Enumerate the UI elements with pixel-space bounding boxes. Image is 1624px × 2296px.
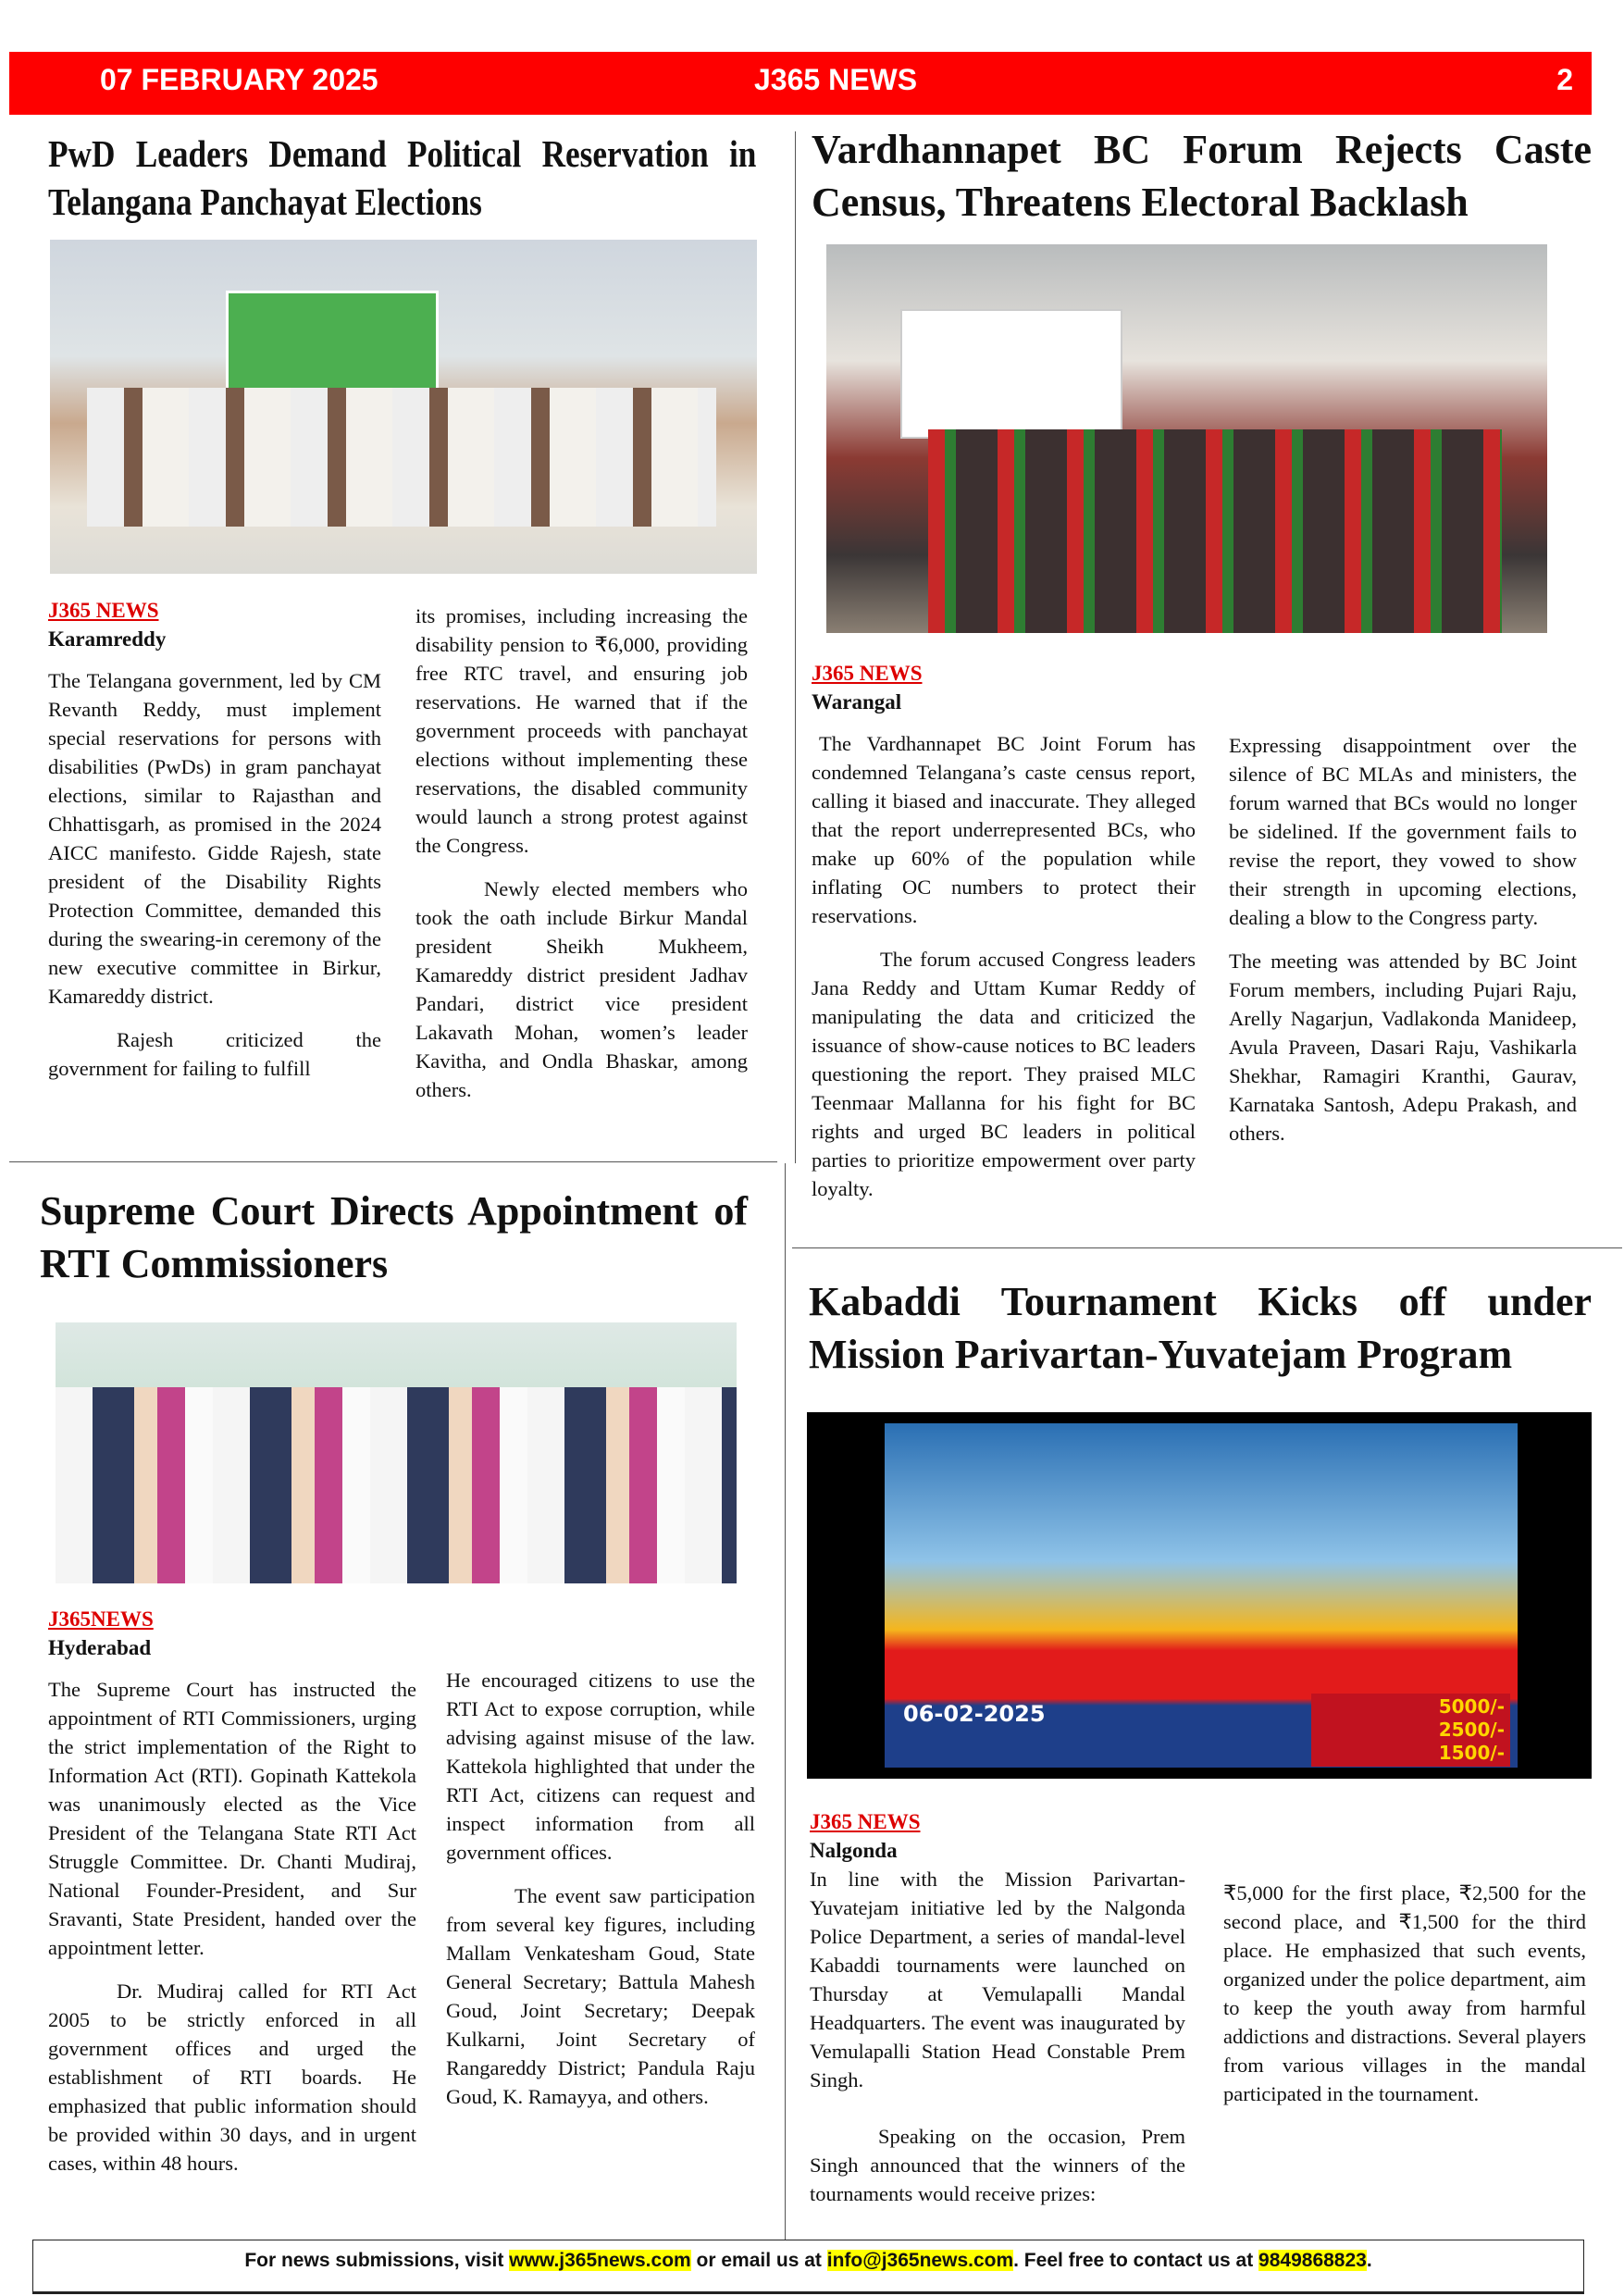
photo-rti-committee	[56, 1322, 737, 1583]
paragraph: The Supreme Court has instructed the appointment of RTI Commissioners, urging the strict implementation of the Right to Information Act (RTI). Gopinath Kattekola was unanimously elected as the Vice President of the Telangana State RTI Act Struggle Committee. Dr. Chanti Mudiraj, National Founder-President, and Sur Sravanti, State President, handed over the appointment letter.	[48, 1678, 416, 1959]
paragraph: Speaking on the occasion, Prem Singh announced that the winners of the tournaments would receive prizes:	[810, 2125, 1185, 2205]
footer-text: .	[1366, 2250, 1372, 2271]
poster-prize-1: 5000/-	[1438, 1695, 1505, 1718]
footer-text: . Feel free to contact us at	[1013, 2250, 1259, 2271]
footer-contact	[32, 2240, 1584, 2294]
paragraph: Newly elected members who took the oath include Birkur Mandal president Sheikh Mukheem, Kamareddy district president Jadhav Pandari, district vice president Lakavath Mohan, women’s leader Kavitha, and Ondla Bhaskar, among others.	[415, 877, 748, 1101]
headline-bc-forum: Vardhannapet BC Forum Rejects Caste Census, Threatens Electoral Backlash	[812, 127, 1592, 225]
article-rti-col1	[48, 1605, 416, 2192]
dateline: Warangal	[812, 690, 902, 714]
paragraph: The event saw participation from several key figures, including Mallam Venkatesham Goud, State General Secretary; Battula Mahesh Goud, Joint Secretary; Deepak Kulkarni, Joint Secretary of Rangareddy District; Pandula Raju Goud, K. Ramayya, and others.	[446, 1884, 755, 2108]
source-tag: J365 NEWS	[810, 1810, 921, 1833]
article-rti-col2	[446, 1666, 755, 2126]
issue-date: 07 FEBRUARY 2025	[100, 63, 378, 96]
paragraph: Expressing disappointment over the silence of BC MLAs and ministers, the forum warned that BCs would no longer be sidelined. If the government fails to revise the report, they vowed to show their strength in upcoming elections, dealing a blow to the Congress party.	[1229, 734, 1577, 929]
email-link[interactable]: info@j365news.com	[826, 2250, 1014, 2271]
headline-kabaddi: Kabaddi Tournament Kicks off under Mission Parivartan-Yuvatejam Program	[809, 1279, 1592, 1377]
article-kabaddi-col1	[810, 1807, 1185, 2223]
footer-text: For news submissions, visit	[244, 2250, 510, 2271]
poster-prize-2: 2500/-	[1438, 1719, 1505, 1741]
article-bc-col2	[1229, 731, 1577, 1162]
headline-rti: Supreme Court Directs Appointment of RTI Commissioners	[40, 1188, 748, 1286]
headline-pwd: PwD Leaders Demand Political Reservation in Telangana Panchayat Elections	[48, 132, 757, 223]
section-divider	[792, 1247, 1622, 1248]
paragraph: ₹5,000 for the first place, ₹2,500 for the second place, and ₹1,500 for the third place. He emphasized that such events, organized under the police department, aim to keep the youth away from harmful addictions and distractions. Several players from various villages in the mandal participated in the tournament.	[1223, 1881, 1586, 2105]
article-bc-col1	[812, 659, 1196, 1218]
page-number: 2	[1556, 63, 1573, 96]
paragraph: its promises, including increasing the disability pension to ₹6,000, providing free RTC travel, and ensuring job reservations. He warned that if the government proceeds with panchayat elections without implementing these reservations, the disabled community would launch a strong protest against the Congress.	[415, 604, 748, 857]
article-pwd-col1	[48, 596, 381, 1098]
source-tag: J365 NEWS	[812, 662, 923, 685]
paragraph: Rajesh criticized the government for failing to fulfill	[48, 1028, 381, 1080]
column-divider	[795, 131, 796, 1163]
poster-prize-3: 1500/-	[1438, 1742, 1505, 1764]
masthead-bar	[9, 52, 1592, 115]
paragraph: The Telangana government, led by CM Revanth Reddy, must implement special reservations for persons with disabilities (PwDs) in gram panchayat elections, similar to Rajasthan and Chhattisgarh, as promised in the 2024 AICC manifesto. Gidde Rajesh, state president of the Disability Rights Protection Committee, demanded this during the swearing-in ceremony of the new executive committee in Birkur, Kamareddy district.	[48, 669, 381, 1008]
dateline: Karamreddy	[48, 627, 167, 651]
photo-bc-forum	[826, 244, 1547, 633]
paragraph: In line with the Mission Parivartan-Yuvatejam initiative led by the Nalgonda Police Department, a series of mandal-level Kabaddi tournaments were launched on Thursday at Vemulapalli Mandal Headquarters. The event was inaugurated by Vemulapalli Station Head Constable Prem Singh.	[810, 1868, 1185, 2091]
website-link[interactable]: www.j365news.com	[509, 2250, 691, 2271]
source-tag: J365NEWS	[48, 1607, 154, 1631]
article-kabaddi-col2	[1223, 1879, 1586, 2123]
source-tag: J365 NEWS	[48, 599, 159, 622]
column-divider	[785, 1163, 786, 2240]
paragraph: The Vardhannapet BC Joint Forum has condemned Telangana’s caste census report, calling it biased and inaccurate. They alleged that the report underrepresented BCs, who make up 60% of the population while inflating OC numbers to protect their reservations.	[812, 732, 1196, 927]
footer-text: or email us at	[690, 2250, 827, 2271]
paragraph: The forum accused Congress leaders Jana Reddy and Uttam Kumar Reddy of manipulating the data and criticized the issuance of show-cause notices to BC leaders questioning the report. They praised MLC Teenmaar Mallanna for his fight for BC rights and urged BC leaders in political parties to prioritize empowerment over party loyalty.	[812, 948, 1196, 1200]
kabaddi-poster	[807, 1412, 1592, 1779]
photo-pwd-leaders	[50, 240, 757, 574]
article-pwd-col2	[415, 602, 748, 1119]
paper-name: J365 NEWS	[754, 63, 918, 96]
poster-date: 06-02-2025	[903, 1701, 1046, 1727]
dateline: Nalgonda	[810, 1839, 898, 1862]
dateline: Hyderabad	[48, 1636, 152, 1659]
paragraph: The meeting was attended by BC Joint Forum members, including Pujari Raju, Arelly Nagarjun, Vadlakonda Manideep, Avula Praveen, Dasari Raju, Vashikarla Shekhar, Ramagiri Kranthi, Gaurav, Karnataka Santosh, Adepu Prakash, and others.	[1229, 949, 1577, 1145]
phone-number[interactable]: 9849868823	[1258, 2250, 1367, 2271]
section-divider	[9, 1161, 777, 1162]
paragraph: He encouraged citizens to use the RTI Act to expose corruption, while advising against misuse of the law. Kattekola highlighted that under the RTI Act, citizens can request and inspect information from all government offices.	[446, 1669, 755, 1864]
paragraph: Dr. Mudiraj called for RTI Act 2005 to be strictly enforced in all government offices and urged the establishment of RTI boards. He emphasized that public information should be provided within 30 days, and in urgent cases, within 48 hours.	[48, 1980, 416, 2175]
